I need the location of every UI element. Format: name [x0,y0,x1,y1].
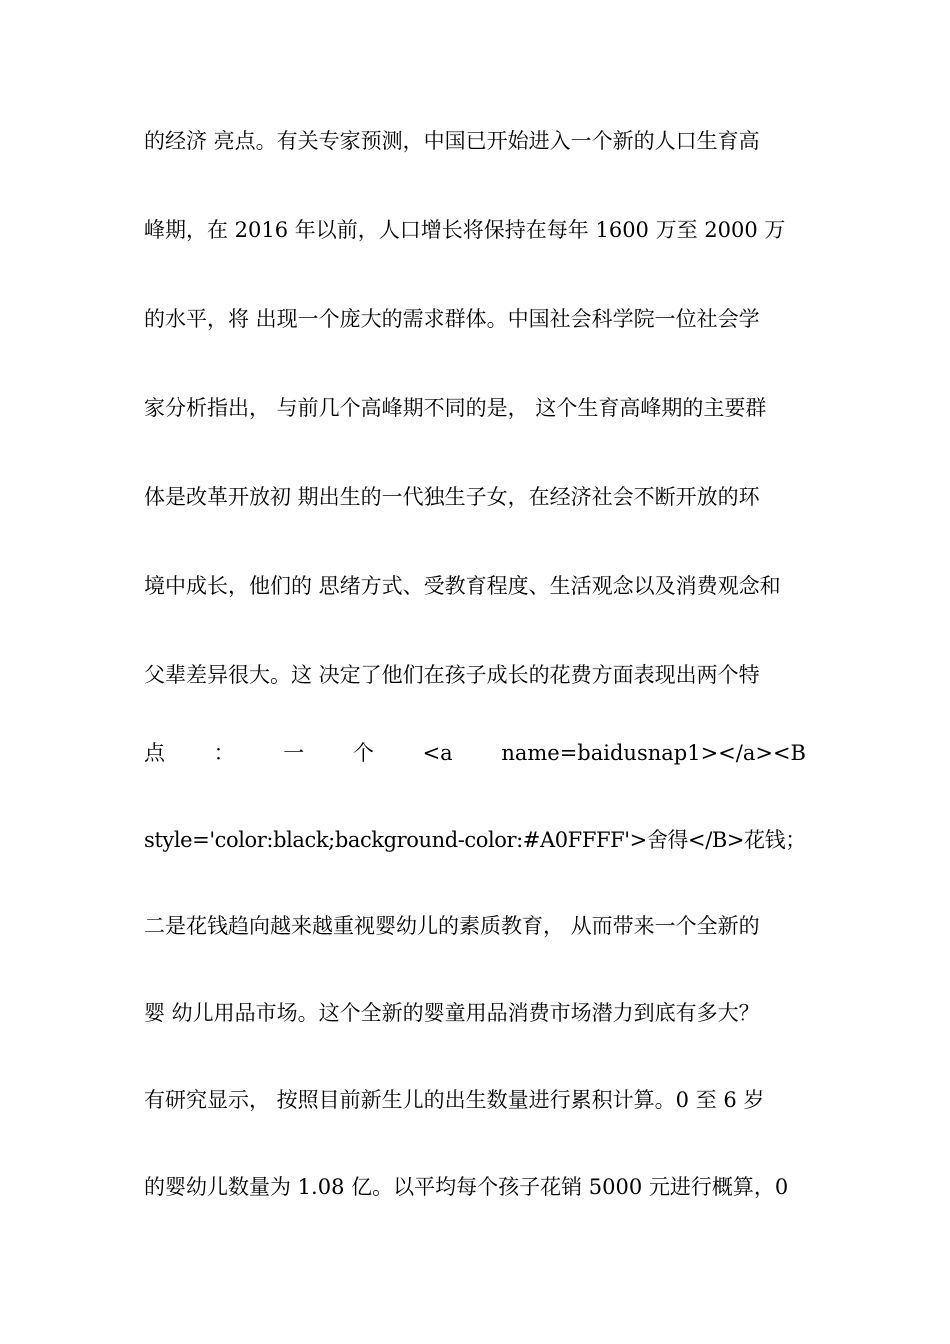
paragraph-line: 的经济 亮点。有关专家预测，中国已开始进入一个新的人口生育高 [144,129,760,153]
split-word: 点 [144,741,165,765]
split-word: 一 [283,741,305,765]
paragraph-line-justified [144,736,806,770]
paragraph-line: 婴 幼儿用品市场。这个全新的婴童用品消费市场潜力到底有多大？ [144,1001,760,1025]
paragraph-line: style='color:black;background-color:#A0FFFF'>舍得</B>花钱； [144,828,806,852]
split-word: ： [213,741,235,765]
split-word: name=baidusnap1></a><B [501,741,806,765]
paragraph-line: 有研究显示， 按照目前新生儿的出生数量进行累积计算。0 至 6 岁 [144,1088,765,1112]
paragraph-line: 家分析指出， 与前几个高峰期不同的是， 这个生育高峰期的主要群 [144,396,767,420]
split-word: <a [422,741,453,765]
paragraph-line: 体是改革开放初 期出生的一代独生子女，在经济社会不断开放的环 [144,485,760,509]
paragraph-line: 的婴幼儿数量为 1.08 亿。以平均每个孩子花销 5000 元进行概算，0 [144,1175,789,1199]
paragraph-line: 的水平，将 出现一个庞大的需求群体。中国社会科学院一位社会学 [144,307,760,331]
paragraph-line: 峰期，在 2016 年以前，人口增长将保持在每年 1600 万至 2000 万 [144,218,786,242]
paragraph-line: 父辈差异很大。这 决定了他们在孩子成长的花费方面表现出两个特 [144,663,760,687]
paragraph-line: 二是花钱趋向越来越重视婴幼儿的素质教育， 从而带来一个全新的 [144,914,760,938]
split-word: 个 [352,741,374,765]
paragraph-line: 境中成长，他们的 思绪方式、受教育程度、生活观念以及消费观念和 [144,574,781,598]
